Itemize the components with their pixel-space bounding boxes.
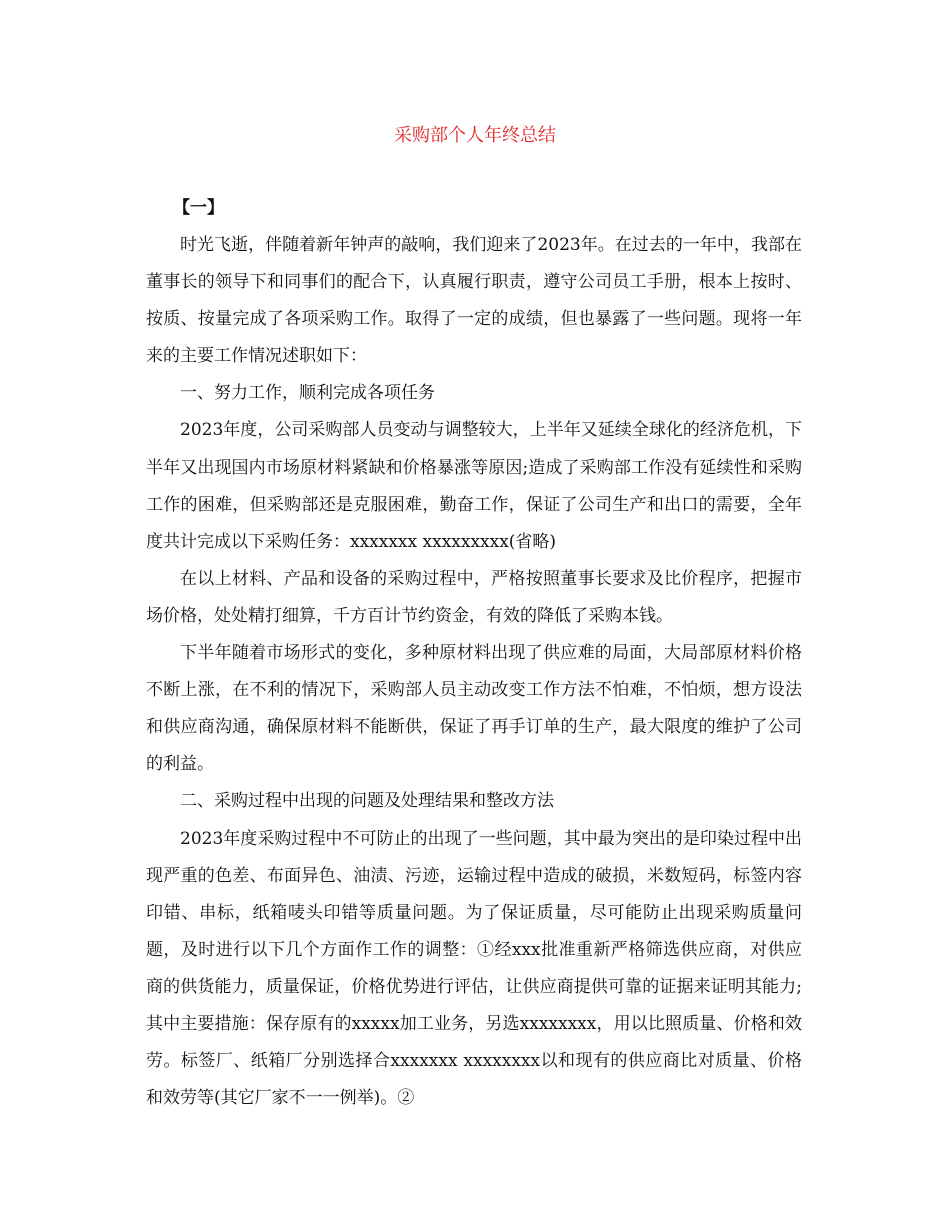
paragraph-problems: 2023年度采购过程中不可防止的出现了一些问题，其中最为突出的是印染过程中出现严重的色差、布面异色、油渍、污迹，运输过程中造成的破损，米数短码，标签内容印错、串标，纸箱唛头印错等质量问题。为了保证质量，尽可能防止出现采购质量问题，及时进行以下几个方面作工作的调整：①经xxx批准重新严格筛选供应商，对供应商的供货能力，质量保证，价格优势进行评估，让供应商提供可靠的证据来证明其能力;其中主要措施：保存原有的xxxxx加工业务，另选xxxxxxxx，用以比照质量、价格和效劳。标签厂、纸箱厂分别选择合xxxxxxx xxxxxxxx以和现有的供应商比对质量、价格和效劳等(其它厂家不一一例举)。②: [146, 828, 802, 1109]
paragraph-cost-control: 在以上材料、产品和设备的采购过程中，严格按照董事长要求及比价程序，把握市场价格，处处精打细算，千方百计节约资金，有效的降低了采购本钱。: [146, 568, 802, 626]
heading-section-1: 一、努力工作，顺利完成各项任务: [180, 383, 435, 404]
document-title: 采购部个人年终总结: [394, 125, 556, 146]
paragraph-intro: 时光飞逝，伴随着新年钟声的敲响，我们迎来了2023年。在过去的一年中，我部在董事长的领导下和同事们的配合下，认真履行职责，遵守公司员工手册，根本上按时、按质、按量完成了各项采购工作。取得了一定的成绩，但也暴露了一些问题。现将一年来的主要工作情况述职如下：: [146, 235, 802, 367]
heading-section-2: 二、采购过程中出现的问题及处理结果和整改方法: [180, 791, 554, 812]
section-mark: 【一】: [173, 198, 224, 218]
paragraph-second-half: 下半年随着市场形式的变化，多种原材料出现了供应难的局面，大局部原材料价格不断上涨，在不利的情况下，采购部人员主动改变工作方法不怕难，不怕烦，想方设法和供应商沟通，确保原材料不能断供，保证了再手订单的生产，最大限度的维护了公司的利益。: [146, 643, 802, 775]
document-body: [146, 227, 802, 1117]
paragraph-2023-overview: 2023年度，公司采购部人员变动与调整较大，上半年又延续全球化的经济危机，下半年又出现国内市场原材料紧缺和价格暴涨等原因;造成了采购部工作没有延续性和采购工作的困难，但采购部还是克服困难，勤奋工作，保证了公司生产和出口的需要，全年度共计完成以下采购任务：xxxxxxx xxxxxxxxx(省略): [146, 420, 802, 552]
